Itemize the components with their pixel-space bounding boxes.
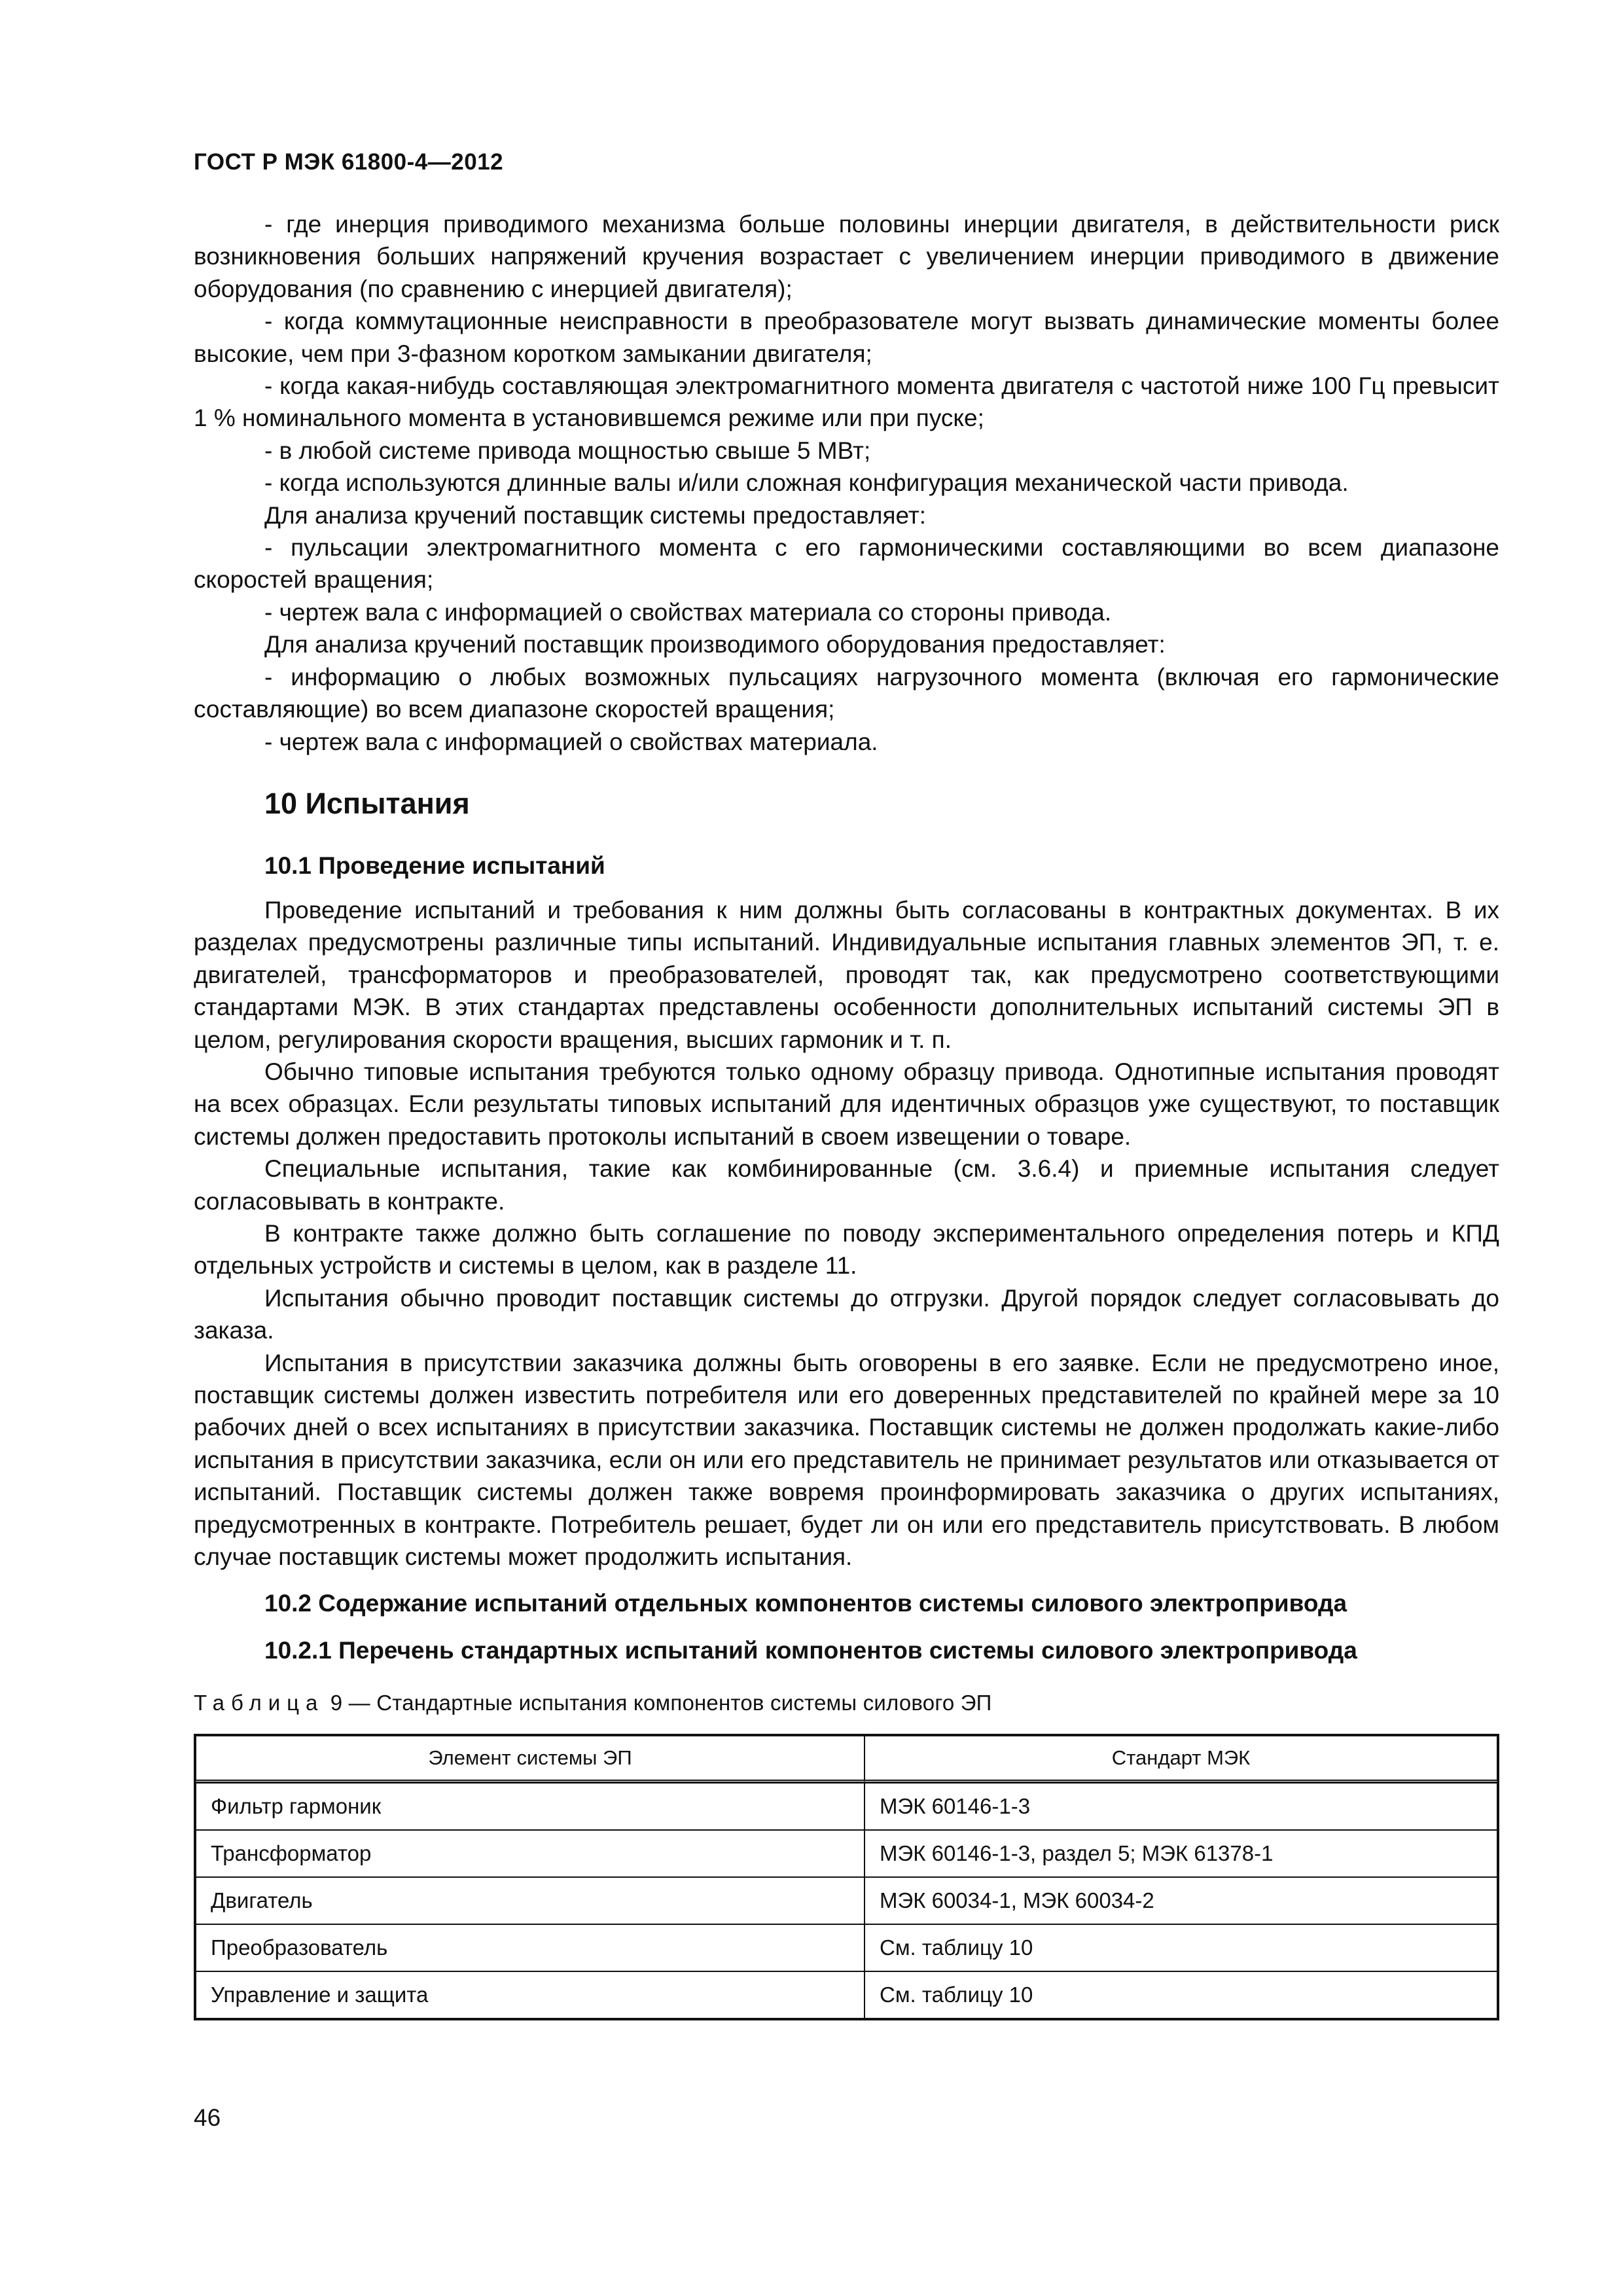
table-cell: МЭК 60146-1-3, раздел 5; МЭК 61378-1 bbox=[865, 1830, 1497, 1877]
document-body bbox=[194, 208, 1499, 2020]
paragraph: - информацию о любых возможных пульсациях нагрузочного момента (включая его гармонические составляющие) во всем диапазоне скоростей вращения; bbox=[194, 663, 1499, 723]
paragraph: - пульсации электромагнитного момента с его гармоническими составляющими во всем диапазоне скоростей вращения; bbox=[194, 534, 1499, 594]
section-heading: 10 Испытания bbox=[264, 786, 470, 820]
paragraph: - где инерция приводимого механизма больше половины инерции двигателя, в действительности риск возникновения больших напряжений кручения возрастает с увеличением инерции приводимого в движение оборудования (по сравнению с инерцией двигателя); bbox=[194, 211, 1499, 302]
standards-table bbox=[194, 1734, 1499, 2020]
paragraph: Для анализа кручений поставщик системы предоставляет: bbox=[264, 501, 927, 529]
table-caption-label: Таблица bbox=[194, 1691, 325, 1715]
table-header-cell: Стандарт МЭК bbox=[865, 1736, 1497, 1783]
table-row bbox=[196, 1877, 1497, 1924]
paragraph: Испытания обычно проводит поставщик системы до отгрузки. Другой порядок следует согласовывать до заказа. bbox=[194, 1284, 1499, 1344]
table-cell: МЭК 60034-1, МЭК 60034-2 bbox=[865, 1877, 1497, 1924]
paragraph: Обычно типовые испытания требуются только одному образцу привода. Однотипные испытания проводят на всех образцах. Если результаты типовых испытаний для идентичных образцов уже существуют, то поставщик системы должен предоставить протоколы испытаний в своем извещении о товаре. bbox=[194, 1058, 1499, 1150]
subsubsection-heading: 10.2.1 Перечень стандартных испытаний компонентов системы силового электропривода bbox=[264, 1637, 1357, 1664]
table-row bbox=[196, 1830, 1497, 1877]
table-cell: Трансформатор bbox=[196, 1830, 865, 1877]
subsection-heading: 10.2 Содержание испытаний отдельных компонентов системы силового электропривода bbox=[264, 1590, 1347, 1617]
table-caption-text: 9 — Стандартные испытания компонентов системы силового ЭП bbox=[324, 1691, 992, 1715]
table-cell: Управление и защита bbox=[196, 1971, 865, 2018]
table-row bbox=[196, 1783, 1497, 1830]
table-row bbox=[196, 1924, 1497, 1971]
paragraph: Проведение испытаний и требования к ним должны быть согласованы в контрактных документах. В их разделах предусмотрены различные типы испытаний. Индивидуальные испытания главных элементов ЭП, т. е. двигателей, трансформаторов и преобразователей, проводят так, как предусмотрено соответствующими стандартами МЭК. В этих стандартах представлены особенности дополнительных испытаний системы ЭП в целом, регулирования скорости вращения, высших гармоник и т. п. bbox=[194, 896, 1499, 1053]
subsection-heading: 10.1 Проведение испытаний bbox=[264, 852, 605, 879]
document-header: ГОСТ Р МЭК 61800-4—2012 bbox=[194, 149, 504, 175]
table-cell: См. таблицу 10 bbox=[865, 1924, 1497, 1971]
table-cell: См. таблицу 10 bbox=[865, 1971, 1497, 2018]
paragraph: - в любой системе привода мощностью свыше 5 МВт; bbox=[264, 437, 871, 464]
table-cell: Преобразователь bbox=[196, 1924, 865, 1971]
table-header-cell: Элемент системы ЭП bbox=[196, 1736, 865, 1783]
table-caption bbox=[194, 1687, 1499, 1719]
page-number: 46 bbox=[194, 2104, 221, 2131]
table-header-row bbox=[196, 1736, 1497, 1783]
paragraph: Испытания в присутствии заказчика должны быть оговорены в его заявке. Если не предусмотрено иное, поставщик системы должен известить потребителя или его доверенных представителей по крайней мере за 10 рабочих дней о всех испытаниях в присутствии заказчика. Поставщик системы не должен продолжать какие-либо испытания в присутствии заказчика, если он или его представитель не принимает результатов или отказывается от испытаний. Поставщик системы должен также вовремя проинформировать заказчика о других испытаниях, предусмотренных в контракте. Потребитель решает, будет ли он или его представитель присутствовать. В любом случае поставщик системы может продолжить испытания. bbox=[194, 1349, 1499, 1571]
paragraph: - когда коммутационные неисправности в преобразователе могут вызвать динамические моменты более высокие, чем при 3-фазном коротком замыкании двигателя; bbox=[194, 308, 1499, 367]
paragraph: - когда какая-нибудь составляющая электромагнитного момента двигателя с частотой ниже 100 Гц превысит 1 % номинального момента в установившемся режиме или при пуске; bbox=[194, 372, 1499, 432]
table-cell: МЭК 60146-1-3 bbox=[865, 1783, 1497, 1830]
paragraph: - когда используются длинные валы и/или сложная конфигурация механической части привода. bbox=[264, 469, 1349, 497]
paragraph: В контракте также должно быть соглашение по поводу экспериментального определения потерь и КПД отдельных устройств и системы в целом, как в разделе 11. bbox=[194, 1219, 1499, 1280]
table-cell: Двигатель bbox=[196, 1877, 865, 1924]
paragraph: - чертеж вала с информацией о свойствах материала. bbox=[264, 728, 878, 755]
table-cell: Фильтр гармоник bbox=[196, 1783, 865, 1830]
paragraph: Для анализа кручений поставщик производимого оборудования предоставляет: bbox=[264, 631, 1166, 658]
paragraph: - чертеж вала с информацией о свойствах материала со стороны привода. bbox=[264, 598, 1112, 626]
table-row bbox=[196, 1971, 1497, 2018]
paragraph: Специальные испытания, такие как комбинированные (см. 3.6.4) и приемные испытания следует согласовывать в контракте. bbox=[194, 1155, 1499, 1215]
